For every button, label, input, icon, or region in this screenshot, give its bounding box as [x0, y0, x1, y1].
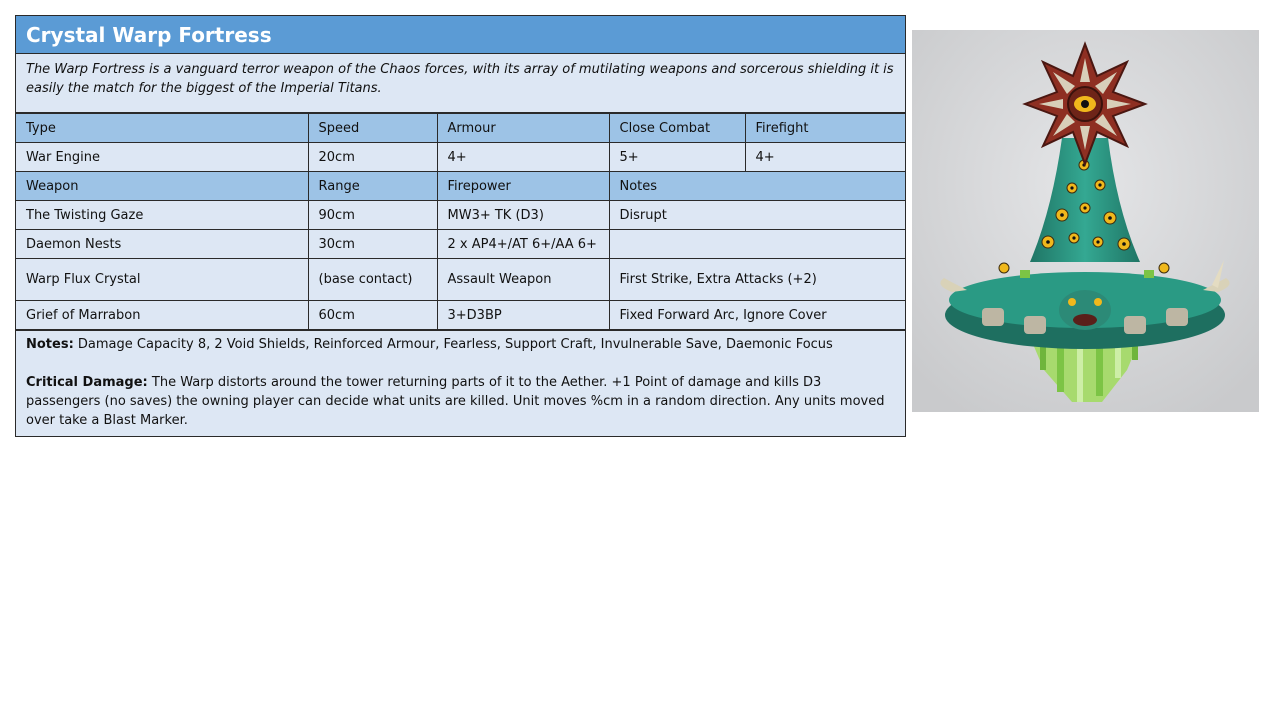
weapon-range: 90cm: [308, 201, 437, 230]
weapon-row: [16, 201, 905, 230]
weapon-notes: Disrupt: [609, 201, 905, 230]
miniature-photo: [912, 30, 1259, 412]
stats-value-cell: 4+: [745, 143, 905, 172]
weapon-range: 60cm: [308, 301, 437, 330]
unit-title: Crystal Warp Fortress: [16, 16, 905, 54]
stats-header-cell: Close Combat: [609, 114, 745, 143]
critical-damage-text: The Warp distorts around the tower returning parts of it to the Aether. +1 Point of damage and kills D3 passengers (no saves) the owning player can decide what units are killed. Unit moves %cm in a random direction. Any units moved over take a Blast Marker.: [26, 375, 885, 428]
weapon-row: [16, 259, 905, 301]
weapon-firepower: 3+D3BP: [437, 301, 609, 330]
weapon-row: [16, 301, 905, 330]
notes-label: Notes:: [26, 337, 74, 352]
stats-header-row: [16, 114, 905, 143]
stats-header-cell: Firefight: [745, 114, 905, 143]
stats-value-cell: 5+: [609, 143, 745, 172]
stats-value-row: [16, 143, 905, 172]
weapon-range: 30cm: [308, 230, 437, 259]
weapons-header-cell: Firepower: [437, 172, 609, 201]
stats-header-cell: Type: [16, 114, 308, 143]
stats-value-cell: 4+: [437, 143, 609, 172]
weapon-notes: First Strike, Extra Attacks (+2): [609, 259, 905, 301]
datasheet-card: [15, 15, 906, 437]
unit-description: The Warp Fortress is a vanguard terror weapon of the Chaos forces, with its array of mutilating weapons and sorcerous shielding it is easily the match for the biggest of the Imperial Titans.: [16, 54, 905, 113]
stats-header-cell: Armour: [437, 114, 609, 143]
weapons-header-cell: Range: [308, 172, 437, 201]
weapons-header-cell: Weapon: [16, 172, 308, 201]
weapon-range: (base contact): [308, 259, 437, 301]
weapon-name: Warp Flux Crystal: [16, 259, 308, 301]
datasheet-table: [16, 113, 905, 330]
critical-damage-line: [26, 373, 895, 430]
critical-damage-label: Critical Damage:: [26, 375, 148, 390]
weapon-notes: [609, 230, 905, 259]
weapon-name: Daemon Nests: [16, 230, 308, 259]
weapons-header-row: [16, 172, 905, 201]
chaos-star: [1025, 44, 1145, 164]
weapon-firepower: Assault Weapon: [437, 259, 609, 301]
notes-section: [16, 330, 905, 436]
weapon-firepower: MW3+ TK (D3): [437, 201, 609, 230]
weapon-name: The Twisting Gaze: [16, 201, 308, 230]
weapon-notes: Fixed Forward Arc, Ignore Cover: [609, 301, 905, 330]
warp-fortress-miniature-image: [912, 30, 1259, 412]
weapons-header-cell: Notes: [609, 172, 905, 201]
stats-value-cell: 20cm: [308, 143, 437, 172]
notes-line: [26, 335, 895, 354]
stats-value-cell: War Engine: [16, 143, 308, 172]
notes-text: Damage Capacity 8, 2 Void Shields, Reinforced Armour, Fearless, Support Craft, Invulnerable Save, Daemonic Focus: [73, 337, 833, 352]
weapon-row: [16, 230, 905, 259]
stats-header-cell: Speed: [308, 114, 437, 143]
weapon-name: Grief of Marrabon: [16, 301, 308, 330]
weapon-firepower: 2 x AP4+/AT 6+/AA 6+: [437, 230, 609, 259]
